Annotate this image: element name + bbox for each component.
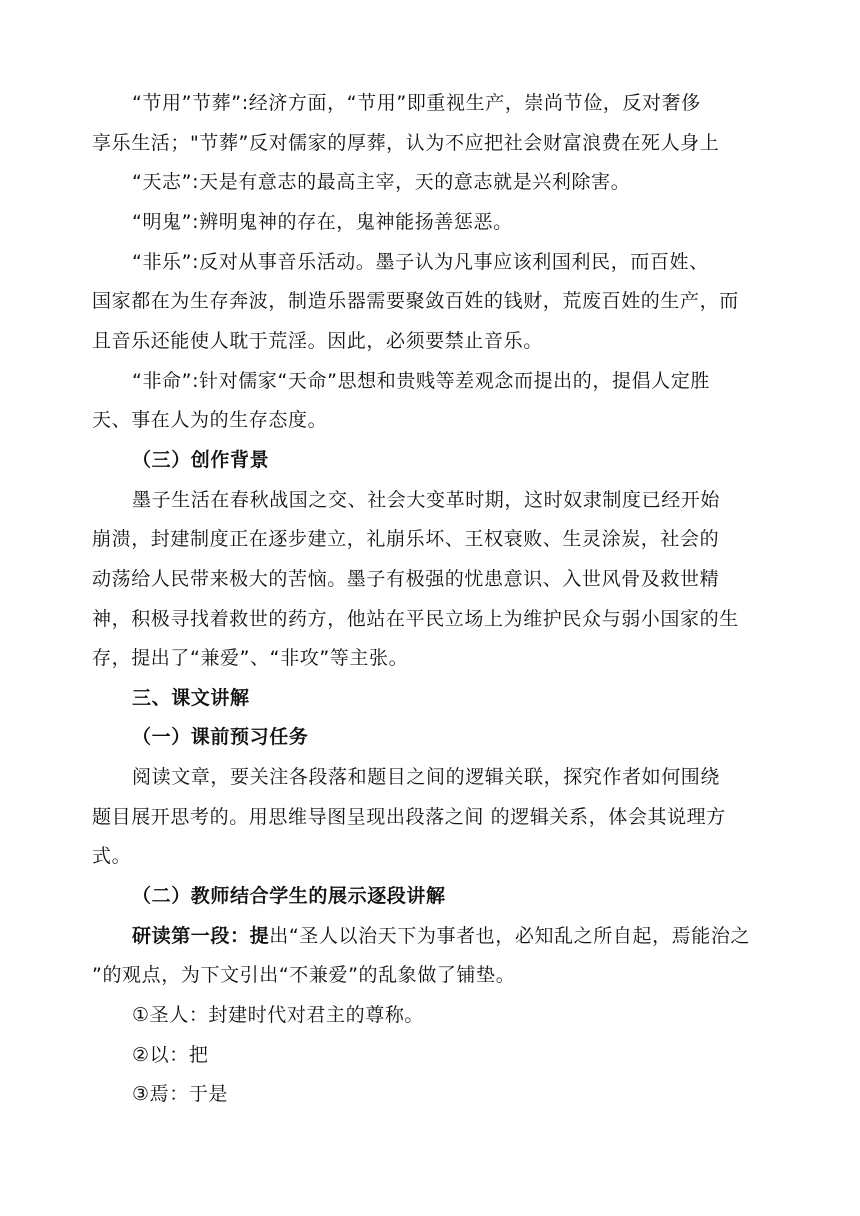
paragraph-line-background-4: 神，积极寻找着救世的药方，他站在平民立场上为维护民众与弱小国家的生 xyxy=(92,608,739,630)
study-text: “圣人以治天下为事者也，必知乱之所自起，焉能治之 xyxy=(288,925,751,947)
note-shengren: ①圣人：封建时代对君主的尊称。 xyxy=(132,1004,425,1026)
paragraph-line-background-5: 存，提出了“兼爱”、“非攻”等主张。 xyxy=(92,647,409,669)
paragraph-line-jieyong: “节用”节葬”:经济方面，“节用”即重视生产，崇尚节俭，反对奢侈 xyxy=(132,92,701,114)
study-label-ti: 提 xyxy=(249,925,270,947)
paragraph-line-preview-2: 题目展开思考的。用思维导图呈现出段落之间 的逻辑关系，体会其说理方 xyxy=(92,806,726,828)
paragraph-line-feiming-2: 天、事在人为的生存态度。 xyxy=(92,409,328,431)
note-yi: ②以：把 xyxy=(132,1044,209,1066)
paragraph-line-preview-3: 式。 xyxy=(92,845,132,867)
section-heading-background: （三）创作背景 xyxy=(132,449,270,471)
note-yan: ③焉：于是 xyxy=(132,1083,229,1105)
study-label-chu: 出 xyxy=(269,925,289,947)
paragraph-line-preview-1: 阅读文章，要关注各段落和题目之间的逻辑关联，探究作者如何围绕 xyxy=(132,766,721,788)
section-heading-preview-task: （一）课前预习任务 xyxy=(132,726,309,748)
paragraph-line-feiyue-3: 且音乐还能使人耽于荒淫。因此，必须要禁止音乐。 xyxy=(92,330,543,352)
paragraph-line-feiming: “非命”:针对儒家“天命”思想和贵贱等差观念而提出的，提倡人定胜 xyxy=(132,370,710,392)
paragraph-line-background-1: 墨子生活在春秋战国之交、社会大变革时期，这时奴隶制度已经开始 xyxy=(132,489,721,511)
paragraph-line-study-para-2: ”的观点，为下文引出“不兼爱”的乱象做了铺垫。 xyxy=(92,964,516,986)
paragraph-line-minggui: “明鬼”:辨明鬼神的存在，鬼神能扬善惩恶。 xyxy=(132,211,513,233)
study-label: 研读第一段： xyxy=(132,925,250,947)
paragraph-line-feiyue: “非乐”:反对从事音乐活动。墨子认为凡事应该利国利民，而百姓、 xyxy=(132,251,709,273)
paragraph-line-feiyue-2: 国家都在为生存奔波，制造乐器需要聚敛百姓的钱财，荒废百姓的生产，而 xyxy=(92,290,739,312)
paragraph-line-tianzhi: “天志”:天是有意志的最高主宰，天的意志就是兴利除害。 xyxy=(132,171,631,193)
paragraph-line-jiezang: 享乐生活；"节葬”反对儒家的厚葬，认为不应把社会财富浪费在死人身上 xyxy=(92,132,720,154)
section-heading-text-explanation: 三、课文讲解 xyxy=(132,687,250,709)
paragraph-line-study-para-1 xyxy=(132,924,822,948)
paragraph-line-background-3: 动荡给人民带来极大的苦恼。墨子有极强的忧患意识、入世风骨及救世精 xyxy=(92,568,720,590)
section-heading-teacher-explanation: （二）教师结合学生的展示逐段讲解 xyxy=(132,885,446,907)
paragraph-line-background-2: 崩溃，封建制度正在逐步建立，礼崩乐坏、王权衰败、生灵涂炭，社会的 xyxy=(92,528,720,550)
